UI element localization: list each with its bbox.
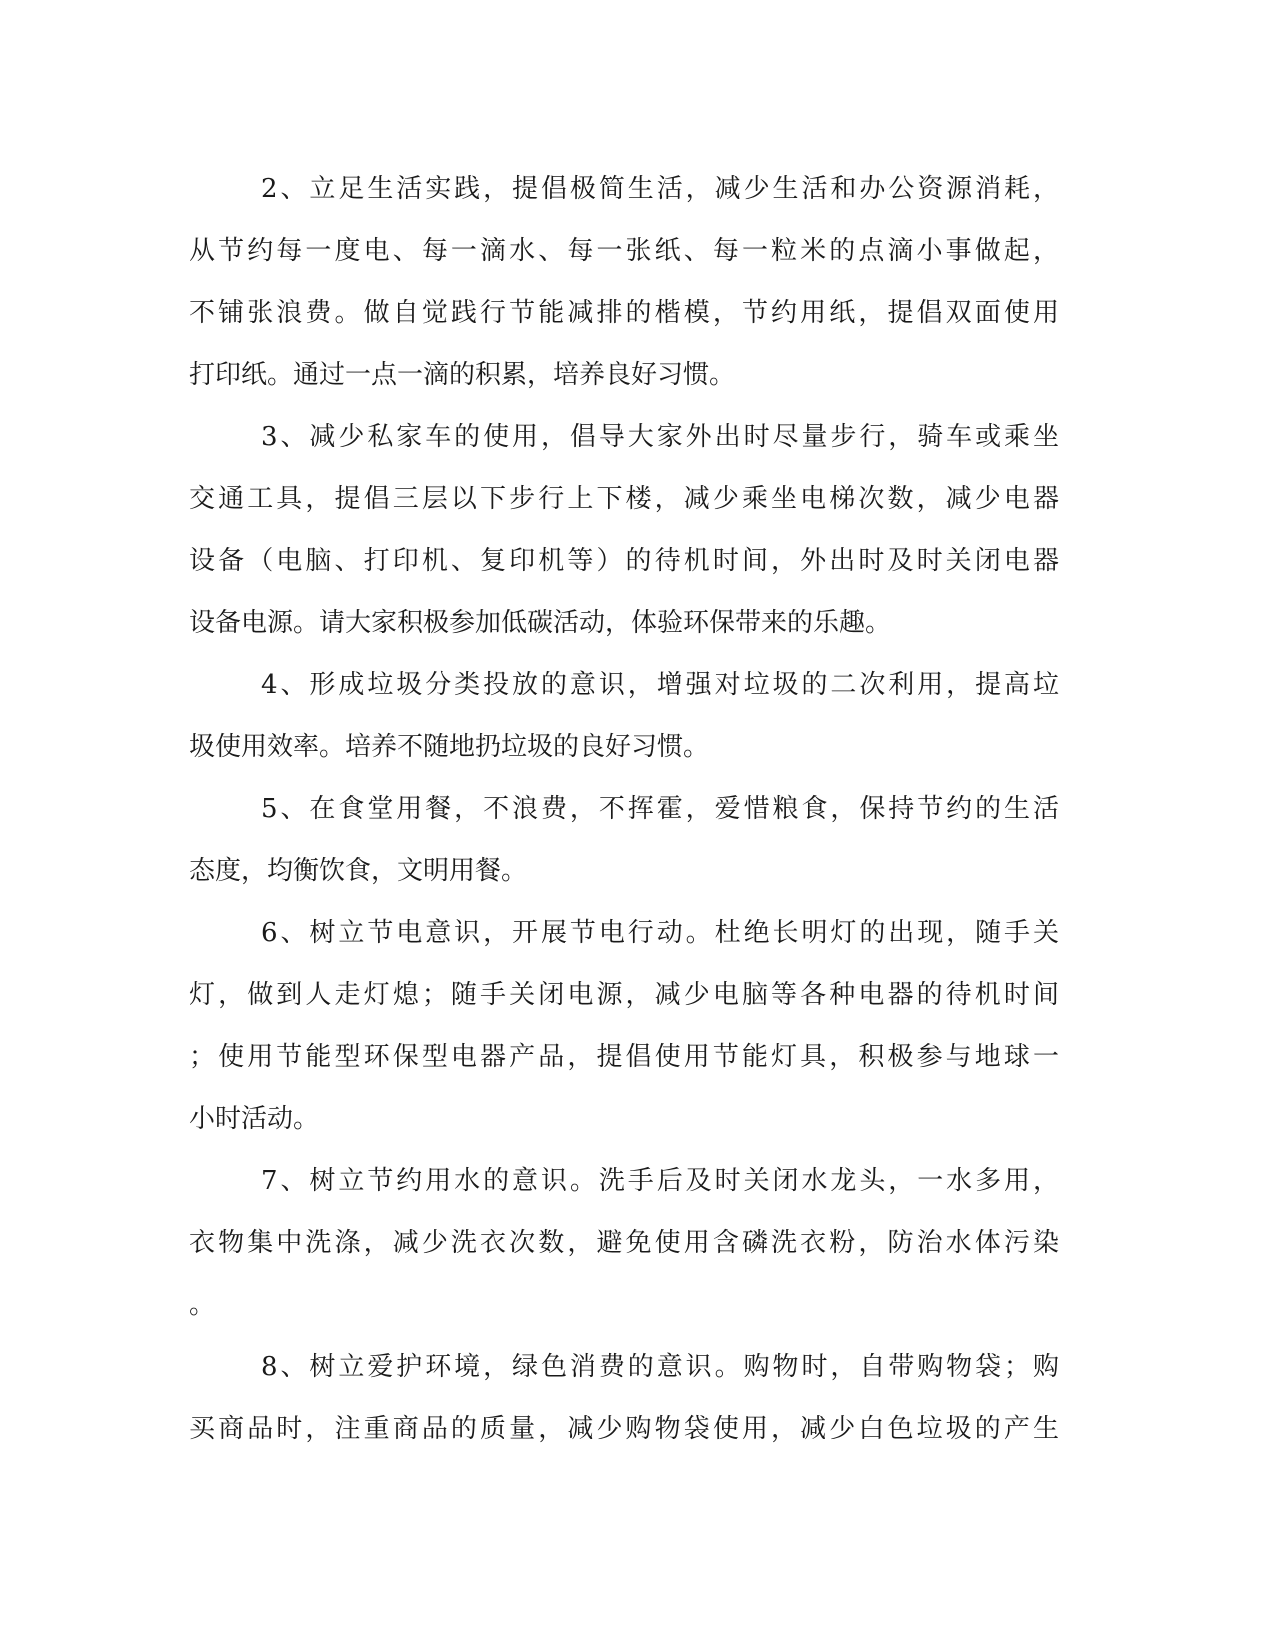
text-line: 5、在食堂用餐，不浪费，不挥霍，爱惜粮食，保持节约的生活 [261, 794, 1059, 824]
text-line: 衣物集中洗涤，减少洗衣次数，避免使用含磷洗衣粉，防治水体污染 [189, 1228, 1059, 1258]
text-line: 3、减少私家车的使用，倡导大家外出时尽量步行，骑车或乘坐 [261, 422, 1059, 452]
text-line: 态度，均衡饮食，文明用餐。 [189, 856, 528, 886]
text-line: 6、树立节电意识，开展节电行动。杜绝长明灯的出现，随手关 [261, 918, 1059, 948]
text-line: 设备电源。请大家积极参加低碳活动，体验环保带来的乐趣。 [189, 608, 892, 638]
text-line: 从节约每一度电、每一滴水、每一张纸、每一粒米的点滴小事做起， [189, 236, 1059, 266]
text-line: 2、立足生活实践，提倡极简生活，减少生活和办公资源消耗， [261, 174, 1059, 204]
text-line: 打印纸。通过一点一滴的积累，培养良好习惯。 [189, 360, 736, 390]
text-line: 交通工具，提倡三层以下步行上下楼，减少乘坐电梯次数，减少电器 [189, 484, 1059, 514]
text-line: 不铺张浪费。做自觉践行节能减排的楷模，节约用纸，提倡双面使用 [189, 298, 1059, 328]
text-line: 4、形成垃圾分类投放的意识，增强对垃圾的二次利用，提高垃 [261, 670, 1059, 700]
text-line: 买商品时，注重商品的质量，减少购物袋使用，减少白色垃圾的产生 [189, 1414, 1059, 1444]
text-line: 设备（电脑、打印机、复印机等）的待机时间，外出时及时关闭电器 [189, 546, 1059, 576]
text-line: 圾使用效率。培养不随地扔垃圾的良好习惯。 [189, 732, 710, 762]
text-line: ；使用节能型环保型电器产品，提倡使用节能灯具，积极参与地球一 [189, 1042, 1059, 1072]
text-line: 灯，做到人走灯熄；随手关闭电源，减少电脑等各种电器的待机时间 [189, 980, 1059, 1010]
text-line: 7、树立节约用水的意识。洗手后及时关闭水龙头，一水多用， [261, 1166, 1059, 1196]
text-line: 小时活动。 [189, 1104, 320, 1134]
document-body [189, 158, 1059, 1460]
text-line: 。 [189, 1290, 216, 1320]
text-line: 8、树立爱护环境，绿色消费的意识。购物时，自带购物袋；购 [261, 1352, 1059, 1382]
